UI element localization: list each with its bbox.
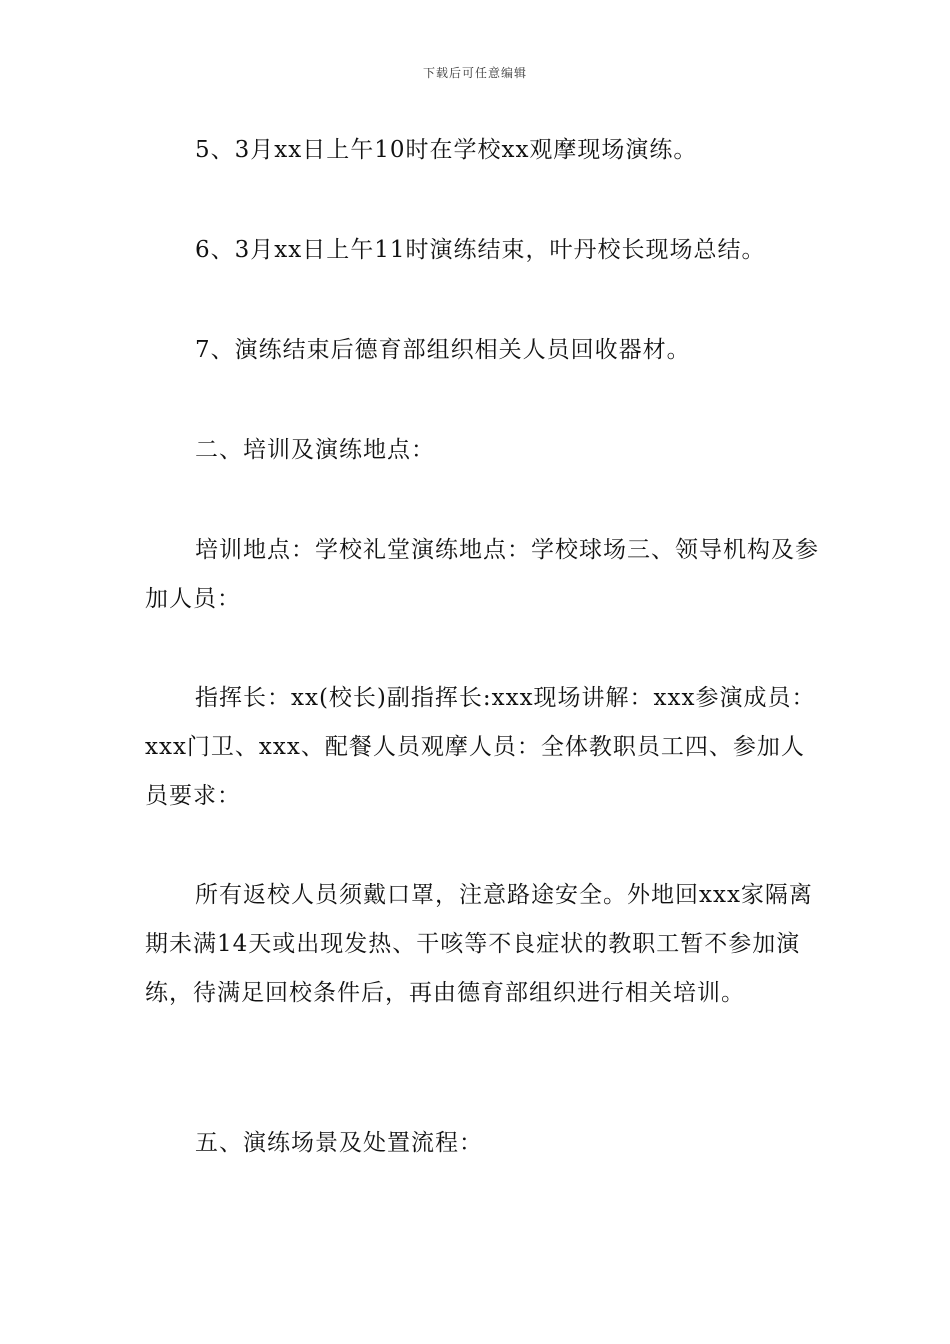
paragraph-locations: 培训地点：学校礼堂演练地点：学校球场三、领导机构及参加人员：: [145, 537, 819, 612]
paragraph-step-5: 5、3月xx日上午10时在学校xx观摩现场演练。: [195, 137, 698, 163]
paragraph-requirements: 所有返校人员须戴口罩，注意路途安全。外地回xxx家隔离期未满14天或出现发热、干咳等不良症状的教职工暂不参加演练，待满足回校条件后，再由德育部组织进行相关培训。: [145, 882, 813, 1006]
paragraph-step-6: 6、3月xx日上午11时演练结束，叶丹校长现场总结。: [195, 237, 766, 263]
section-heading-drill-scenario: 五、演练场景及处置流程：: [195, 1130, 483, 1156]
page-header: 下载后可任意编辑: [422, 66, 527, 80]
paragraph-step-7: 7、演练结束后德育部组织相关人员回收器材。: [195, 337, 691, 363]
section-heading-training-location: 二、培训及演练地点：: [195, 437, 435, 463]
paragraph-personnel: 指挥长：xx(校长)副指挥长:xxx现场讲解：xxx参演成员：xxx门卫、xxx、配餐人员观摩人员：全体教职员工四、参加人员要求：: [145, 685, 816, 809]
